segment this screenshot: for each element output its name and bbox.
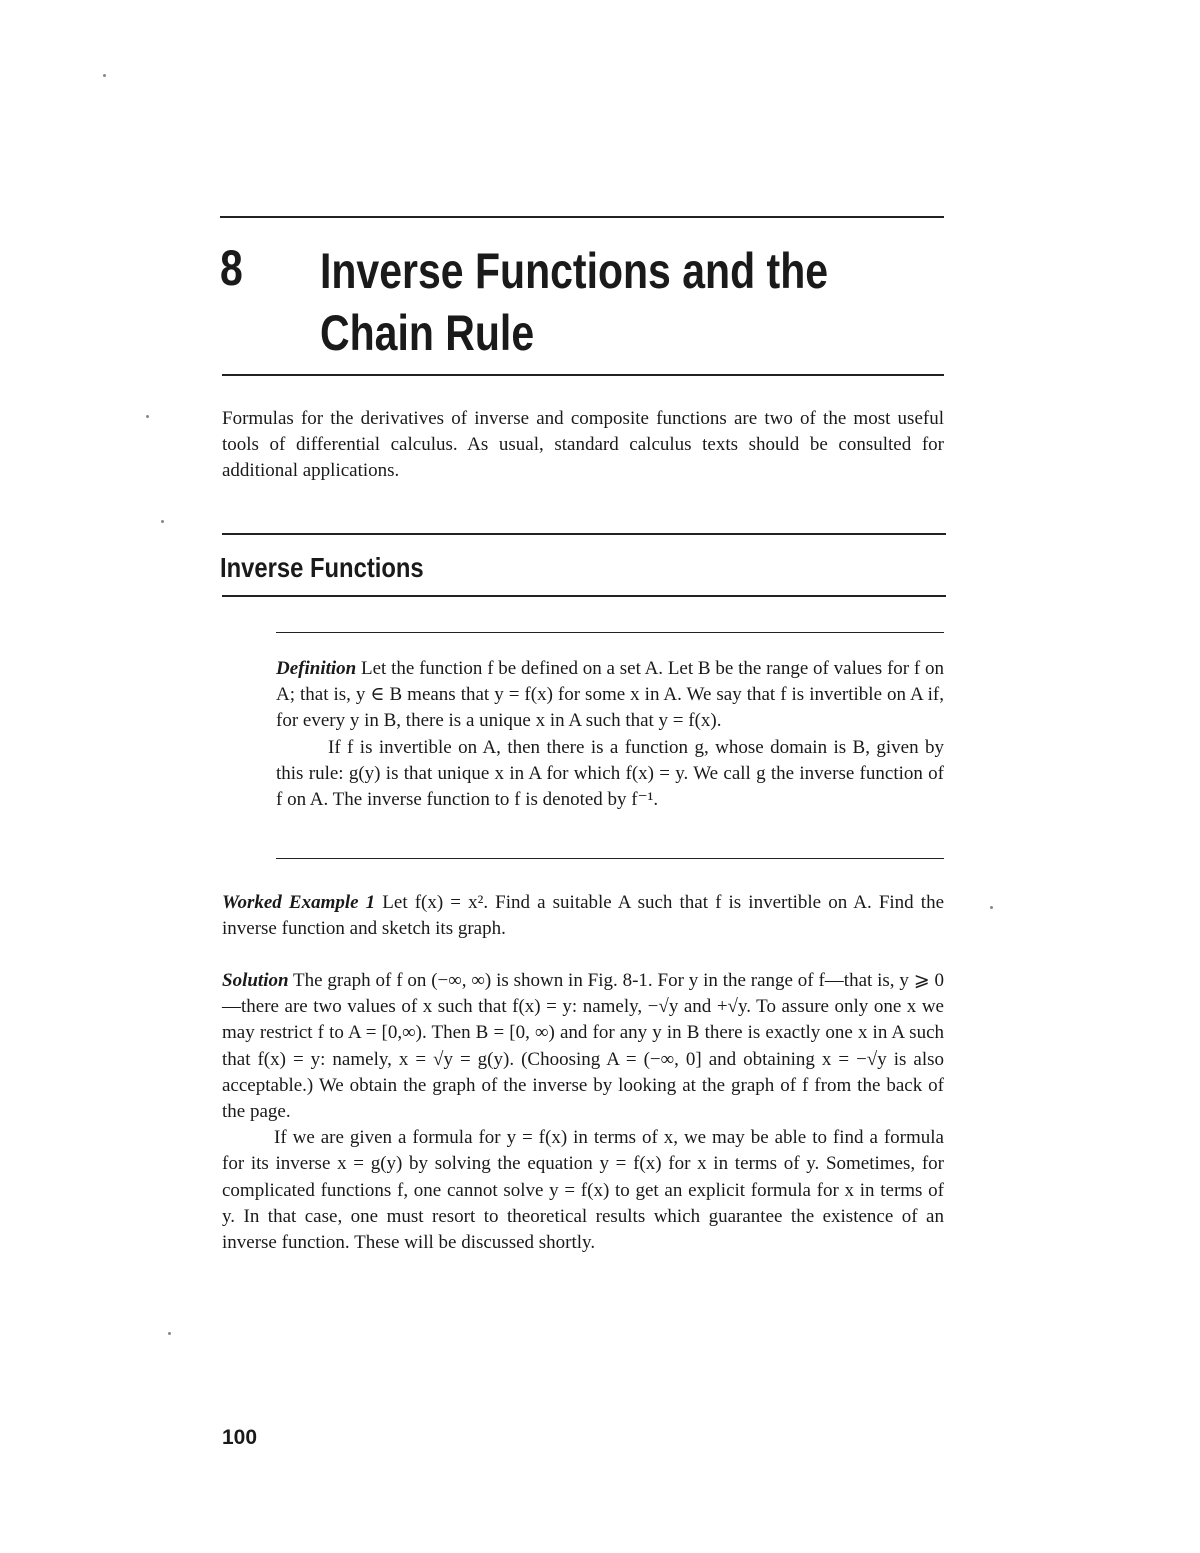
- worked-example-paragraph: [222, 890, 944, 942]
- intro-paragraph: Formulas for the derivatives of inverse and composite functions are two of the most useful tools of differential calculus. As usual, standard calculus texts should be consulted for additional applications.: [222, 408, 944, 482]
- scan-speck: [168, 1332, 171, 1335]
- solution-text: The graph of f on (−∞, ∞) is shown in Fig. 8-1. For y in the range of f—that is, y ⩾ 0—there are two values of x such that f(x) = y: namely, −√y and +√y. To assure only one x we may restrict f to A = [0,∞). Then B = [0, ∞) and for any y in B there is exactly one x in A such that f(x) = y: namely, x = √y = g(y). (Choosing A = (−∞, 0] and obtaining x = −√y is also acceptable.) We obtain the graph of the inverse by looking at the graph of f from the back of the page.: [222, 970, 944, 1123]
- solution-second-paragraph: If we are given a formula for y = f(x) in terms of x, we may be able to find a formula for its inverse x = g(y) by solving the equation y = f(x) for x in terms of y. Sometimes, for complicated functions f, one cannot solve y = f(x) to get an explicit formula for x in terms of y. In that case, one must resort to theoretical results which guarantee the existence of an inverse function. These will be discussed shortly.: [222, 1127, 944, 1254]
- definition-label: Definition: [276, 658, 357, 679]
- definition-paragraph: [276, 656, 944, 735]
- definition-second-paragraph: If f is invertible on A, then there is a function g, whose domain is B, given by this rule: g(y) is that unique x in A for which f(x) = y. We call g the inverse function of f on A. The inverse function to f is denoted by f⁻¹.: [276, 736, 944, 811]
- page-number: 100: [222, 1426, 258, 1449]
- chapter-number: 8: [220, 240, 243, 296]
- definition-top-rule: [276, 632, 944, 633]
- scan-speck: [990, 906, 993, 909]
- definition-block: [276, 656, 944, 813]
- definition-text: Let the function f be defined on a set A. Let B be the range of values for f on A; that is, y ∈ B means that y = f(x) for some x in A. We say that f is invertible on A if, for every y in B, there is a unique x in A such that y = f(x).: [276, 658, 945, 732]
- chapter-bottom-rule: [222, 374, 944, 376]
- section-top-rule: [222, 533, 946, 535]
- section-bottom-rule: [222, 595, 946, 597]
- definition-bottom-rule: [276, 858, 944, 859]
- solution-block: [222, 968, 944, 1256]
- solution-paragraph: [222, 968, 944, 1125]
- section-title: Inverse Functions: [220, 552, 424, 583]
- scan-speck: [161, 520, 164, 523]
- chapter-title: Inverse Functions and the Chain Rule: [320, 243, 829, 361]
- solution-label: Solution: [222, 970, 289, 991]
- scan-speck: [103, 74, 106, 77]
- worked-example-label: Worked Example 1: [222, 892, 376, 913]
- scan-speck: [146, 415, 149, 418]
- chapter-top-rule: [220, 216, 944, 218]
- worked-example-text: Let f(x) = x². Find a suitable A such that f is invertible on A. Find the inverse function and sketch its graph.: [222, 892, 944, 940]
